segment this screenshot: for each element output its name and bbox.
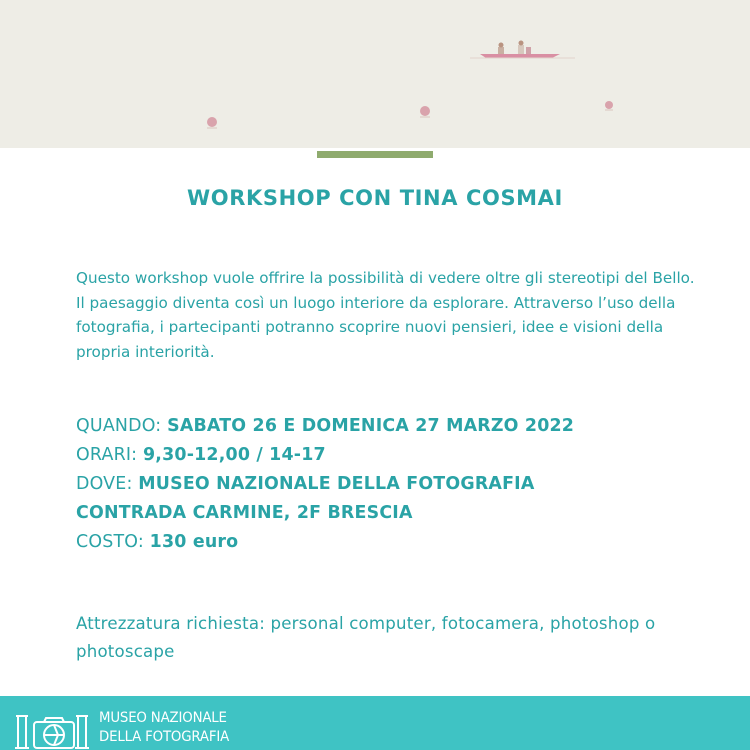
buoy	[420, 106, 430, 118]
dove-address: CONTRADA CARMINE, 2F BRESCIA	[76, 503, 413, 523]
hero-landscape-image	[0, 0, 750, 148]
buoy	[207, 117, 217, 129]
detail-costo	[76, 528, 716, 557]
quando-label: QUANDO:	[76, 416, 162, 436]
dove-value: MUSEO NAZIONALE DELLA FOTOGRAFIA	[138, 474, 535, 494]
detail-orari	[76, 441, 716, 470]
logo-line-2: DELLA FOTOGRAFIA	[99, 729, 230, 745]
detail-dove-address	[76, 499, 716, 528]
quando-value: SABATO 26 E DOMENICA 27 MARZO 2022	[167, 416, 575, 436]
detail-quando	[76, 412, 716, 441]
detail-dove	[76, 470, 716, 499]
logo-line-1: MUSEO NAZIONALE	[99, 710, 227, 726]
footer-bar	[0, 696, 750, 750]
orari-value: 9,30-12,00 / 14-17	[142, 445, 326, 465]
costo-value: 130 euro	[149, 532, 239, 552]
orari-label: ORARI:	[76, 445, 138, 465]
buoy	[605, 101, 613, 111]
hero-photo	[0, 0, 750, 148]
event-details	[76, 412, 716, 557]
museum-logo-text	[99, 709, 229, 747]
dove-label: DOVE:	[76, 474, 133, 494]
page-title: WORKSHOP CON TINA COSMAI	[187, 186, 563, 210]
costo-label: COSTO:	[76, 532, 144, 552]
museum-camera-icon	[12, 708, 92, 750]
accent-divider	[317, 151, 433, 158]
intro-paragraph: Questo workshop vuole offrire la possibilità di vedere oltre gli stereotipi del Bello. Il paesaggio diventa così un luogo interiore da esplorare. Attraverso l’uso della fotografia, i partecipanti potranno scoprire nuovi pensieri, idee e visioni della propria interiorità.	[76, 269, 695, 361]
equipment-note: Attrezzatura richiesta: personal computer, fotocamera, photoshop o photoscape	[76, 614, 656, 661]
